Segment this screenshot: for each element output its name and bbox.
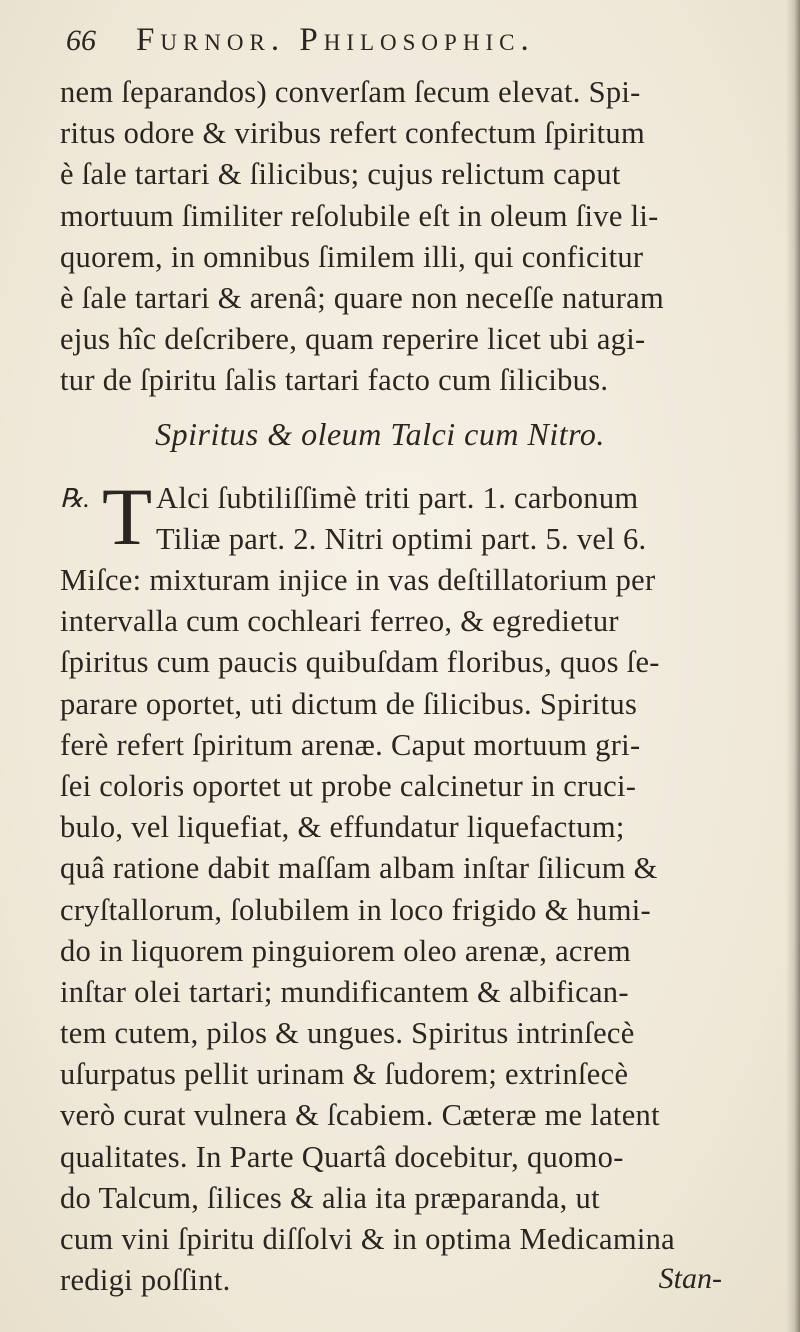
recipe-paragraph [60,471,772,1301]
text-line: quorem, in omnibus ſimilem illi, qui conficitur [60,239,644,274]
text-line: Tiliæ part. 2. Nitri optimi part. 5. vel 6. [156,522,647,556]
text-line: redigi poſſint. [60,1263,231,1298]
text-line: quâ ratione dabit maſſam albam inſtar ſilicum & [60,851,658,886]
text-line: inſtar olei tartari; mundificantem & albifican- [60,974,629,1009]
text-line: è ſale tartari & arenâ; quare non neceſſe naturam [60,280,665,315]
section-heading: Spiritus & oleum Talci cum Nitro. [155,416,605,452]
text-line: parare oportet, uti dictum de ſilicibus. Spiritus [60,686,638,721]
running-title: Furnor. Philosophic. [136,22,535,58]
top-paragraph [60,72,772,402]
text-line: intervalla cum cochleari ferreo, & egredietur [60,604,619,639]
text-line: cryſtallorum, ſolubilem in loco frigido & humi- [60,892,651,927]
text-line: Miſce: mixturam injice in vas deſtillatorium per [60,563,656,597]
text-line: nem ſeparandos) converſam ſecum elevat. Spi- [60,75,641,109]
text-line: ritus odore & viribus refert confectum ſpiritum [60,116,645,151]
drop-cap: T [101,471,153,562]
page-number: 66 [66,24,96,57]
text-line: qualitates. In Parte Quartâ docebitur, quomo- [60,1139,624,1174]
text-line: do Talcum, ſilices & alia ita præparanda, ut [60,1180,600,1215]
text-line: ejus hîc deſcribere, quam reperire licet ubi agi- [60,322,646,357]
text-line: ſei coloris oportet ut probe calcinetur in cruci- [60,768,637,803]
text-line: verò curat vulnera & ſcabiem. Cæteræ me latent [60,1098,660,1133]
text-line: Alci ſubtiliſſimè triti part. 1. carbonum [156,481,639,515]
text-line: uſurpatus pellit urinam & ſudorem; extrinſecè [60,1057,629,1092]
catchword: Stan- [658,1262,722,1295]
text-line: tur de ſpiritu ſalis tartari facto cum ſilicibus. [60,363,609,398]
text-line: ferè refert ſpiritum arenæ. Caput mortuum gri- [60,727,641,762]
recipe-symbol: ℞. [60,484,90,513]
text-line: bulo, vel liquefiat, & effundatur liquefactum; [60,810,625,845]
text-line: cum vini ſpiritu diſſolvi & in optima Medicamina [60,1222,676,1256]
text-line: mortuum ſimiliter reſolubile eſt in oleum ſive li- [60,198,659,233]
text-line: do in liquorem pinguiorem oleo arenæ, acrem [60,933,632,968]
recipe-opening [60,471,772,562]
text-line: ſpiritus cum paucis quibuſdam floribus, quos ſe- [60,645,660,680]
page-edge-shadow [786,0,800,1332]
text-line: tem cutem, pilos & ungues. Spiritus intrinſecè [60,1016,635,1051]
recipe-body [60,560,772,1301]
text-line: è ſale tartari & ſilicibus; cujus relictum caput [60,157,621,192]
page-header [66,22,706,64]
recipe-opening-lines [156,478,646,560]
